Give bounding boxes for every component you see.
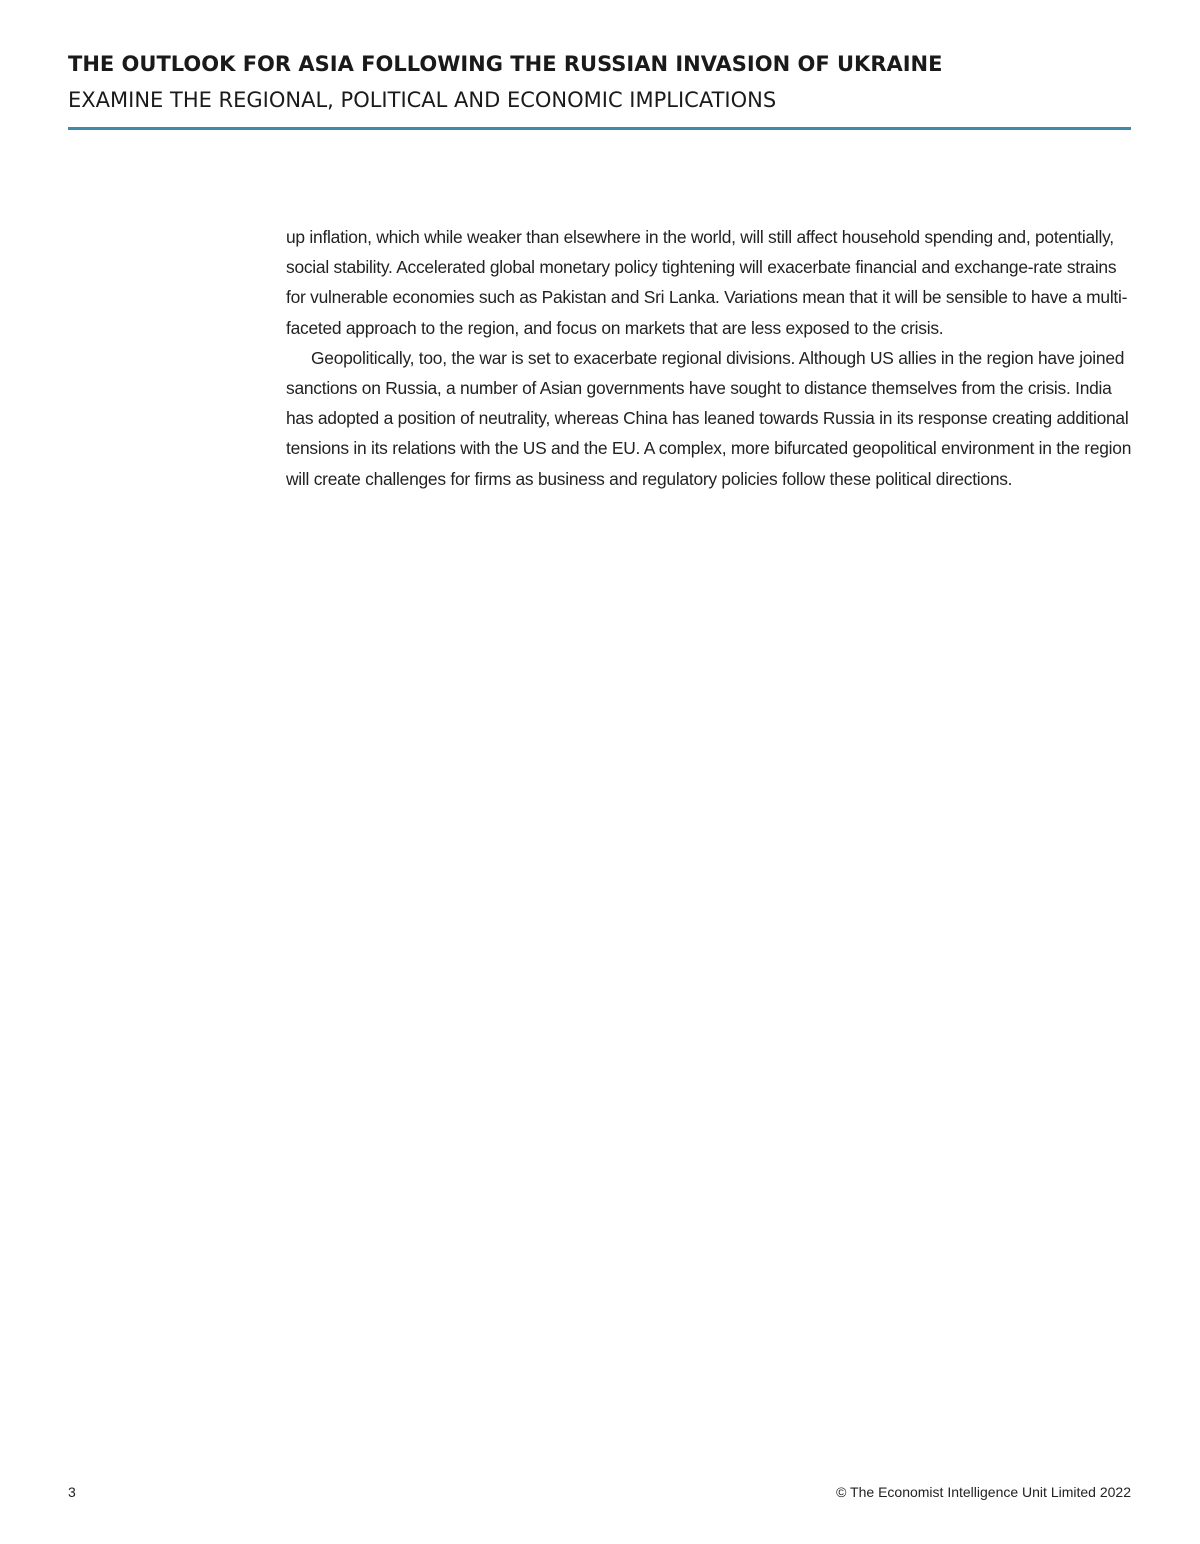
page-subtitle: EXAMINE THE REGIONAL, POLITICAL AND ECONOMIC IMPLICATIONS: [68, 88, 777, 112]
paragraph: Geopolitically, too, the war is set to exacerbate regional divisions. Although US allies in the region have joined sanctions on Russia, a number of Asian governments have sought to distance themselves from the crisis. India has adopted a position of neutrality, whereas China has leaned towards Russia in its response creating additional tensions in its relations with the US and the EU. A complex, more bifurcated geopolitical environment in the region will create challenges for firms as business and regulatory policies follow these political directions.: [286, 347, 1132, 489]
header-divider: [68, 127, 1131, 130]
paragraph: up inflation, which while weaker than elsewhere in the world, will still affect household spending and, potentially, social stability. Accelerated global monetary policy tightening will exacerbate financial and exchange-rate strains for vulnerable economies such as Pakistan and Sri Lanka. Variations mean that it will be sensible to have a multi-faceted approach to the region, and focus on markets that are less exposed to the crisis.: [286, 227, 1128, 338]
page-footer: [68, 1484, 1131, 1504]
page-header: [68, 52, 1131, 132]
page-title: THE OUTLOOK FOR ASIA FOLLOWING THE RUSSIAN INVASION OF UKRAINE: [68, 52, 943, 76]
copyright-notice: © The Economist Intelligence Unit Limited 2022: [836, 1484, 1131, 1500]
body-text: [286, 222, 1132, 494]
page-number: 3: [68, 1484, 76, 1500]
